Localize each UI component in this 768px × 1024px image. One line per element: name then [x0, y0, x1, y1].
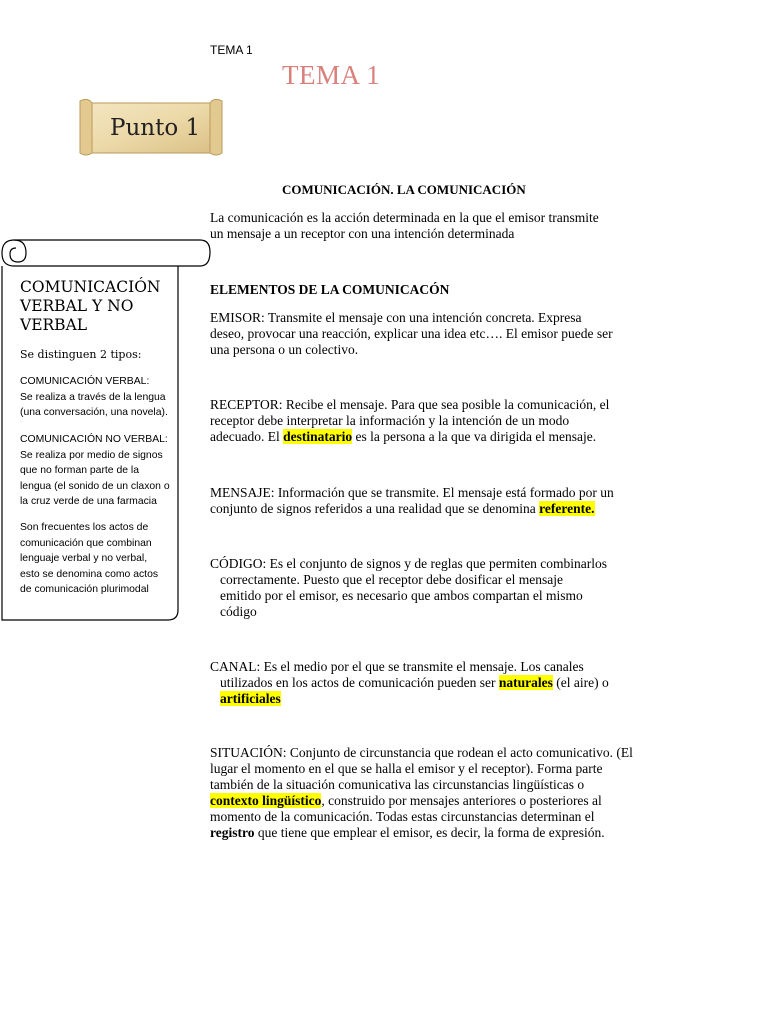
- elements-heading: ELEMENTOS DE LA COMUNICACÓN: [210, 282, 450, 297]
- situacion-paragraph: SITUACIÓN: Conjunto de circunstancia que rodean el acto comunicativo. (El lugar el momento en el que se halla el emisor y el receptor). Forma parte también de la situación comunicativa las circunstancias lingüísticas o contexto lingüístico, construido por mensajes anteriores o posteriores al momento de la comunicación. Todas estas circunstancias determinan el registro que tiene que emplear el emisor, es decir, la forma de expresión.: [210, 745, 633, 840]
- sidebar-subtitle: Se distinguen 2 tipos:: [20, 348, 142, 361]
- intro-line: La comunicación es la acción determinada en la que el emisor transmite: [210, 210, 599, 225]
- sidebar-note: Son frecuentes los actos de comunicación que combinan lenguaje verbal y no verbal, esto se denomina como actos de comunicación plurimodal: [20, 522, 159, 595]
- term-label: RECEPTOR:: [210, 397, 283, 412]
- term-label: EMISOR:: [210, 310, 265, 325]
- intro-line: un mensaje a un receptor con una intención determinada: [210, 226, 515, 241]
- highlight-contexto: contexto lingüístico: [210, 793, 322, 808]
- mensaje-paragraph: MENSAJE: Información que se transmite. El mensaje está formado por un conjunto de signos referidos a una realidad que se denomina referente.: [210, 485, 614, 516]
- term-label: SITUACIÓN:: [210, 745, 287, 760]
- highlight-destinatario: destinatario: [283, 429, 353, 444]
- sidebar-verbal: COMUNICACIÓN VERBAL: Se realiza a través de la lengua (una conversación, una novela).: [20, 376, 168, 418]
- sidebar-no-verbal: COMUNICACIÓN NO VERBAL: Se realiza por medio de signos que no forman parte de la lengua (el sonido de un claxon o la cruz verde de una farmacia: [20, 434, 170, 507]
- banner-label: Punto 1: [110, 115, 201, 141]
- term-label: CANAL:: [210, 659, 261, 674]
- page-title: TEMA 1: [282, 60, 381, 90]
- header-small-title: TEMA 1: [210, 43, 253, 57]
- term-label: CÓDIGO:: [210, 556, 267, 571]
- emisor-paragraph: EMISOR: Transmite el mensaje con una intención concreta. Expresa deseo, provocar una reacción, explicar una idea etc…. El emisor puede ser una persona o un colectivo.: [210, 310, 613, 357]
- canal-paragraph: CANAL: Es el medio por el que se transmite el mensaje. Los canales utilizados en los actos de comunicación pueden ser naturales (el aire) o artificiales: [210, 659, 609, 706]
- punto-banner: [78, 95, 224, 159]
- term-label: MENSAJE:: [210, 485, 275, 500]
- receptor-paragraph: RECEPTOR: Recibe el mensaje. Para que sea posible la comunicación, el receptor debe interpretar la información y la intención de un modo adecuado. El destinatario es la persona a la que va dirigida el mensaje.: [210, 397, 610, 444]
- intro-paragraph: [210, 210, 680, 242]
- codigo-paragraph: CÓDIGO: Es el conjunto de signos y de reglas que permiten combinarlos correctamente. Puesto que el receptor debe dosificar el mensaje emitido por el emisor, es necesario que ambos compartan el mismo código: [210, 556, 608, 619]
- section-title: COMUNICACIÓN. LA COMUNICACIÓN: [282, 182, 526, 197]
- highlight-referente: referente.: [539, 501, 595, 516]
- highlight-artificiales: artificiales: [220, 691, 281, 706]
- bold-registro: registro: [210, 825, 255, 840]
- sidebar-title: COMUNICACIÓN VERBAL Y NO VERBAL: [20, 278, 161, 334]
- highlight-naturales: naturales: [498, 675, 553, 690]
